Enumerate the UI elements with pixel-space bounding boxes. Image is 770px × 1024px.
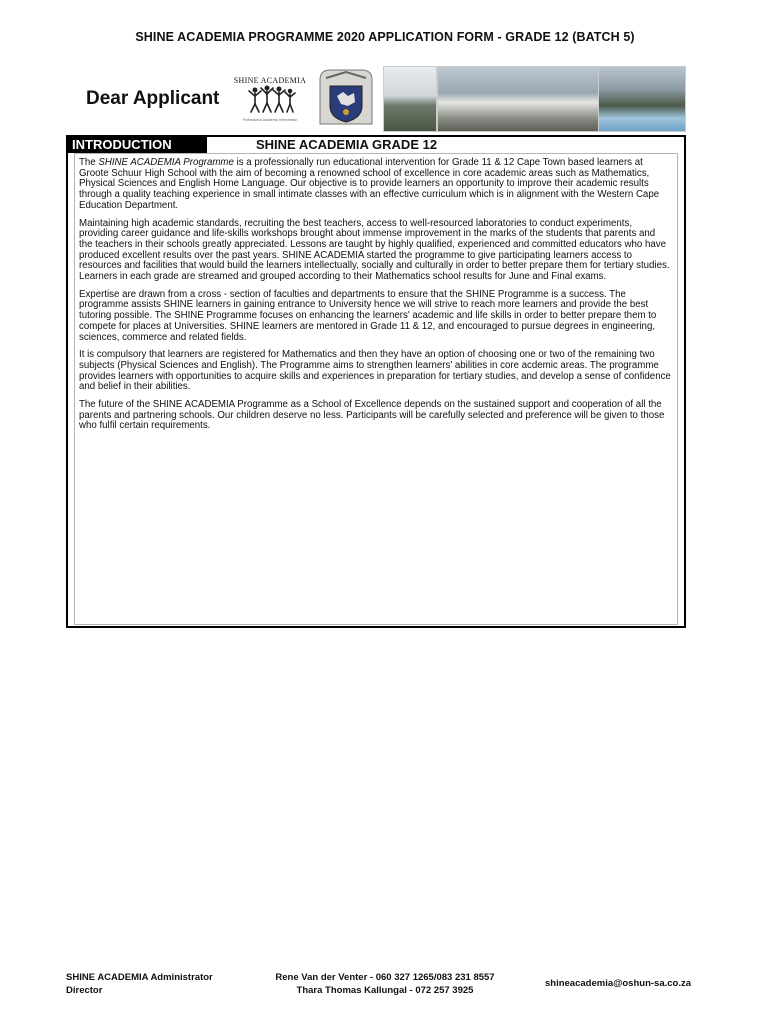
- footer-email: shineacademia@oshun-sa.co.za: [545, 978, 692, 989]
- introduction-text-area: [74, 153, 678, 625]
- greeting: Dear Applicant: [86, 88, 220, 109]
- introduction-tab: INTRODUCTION: [68, 137, 207, 153]
- intro-text: The: [79, 157, 99, 168]
- shine-academia-logo: [231, 72, 309, 126]
- intro-paragraph-2: Maintaining high academic standards, recruiting the best teachers, access to well-resourced laboratories to conduct experiments, providing career guidance and life-skills workshops brought about immense improvement in the marks of the students that parents and the teachers in their schools greatly appreciated. Lessons are taught by highly qualified, experienced and committed educators who have produced excellent results over the past years. SHINE ACADEMIA started the programme to give participating learners access to resources and facilities that would build the learners intellectually, socially and culturally in order to better prepare them for tertiary studies. Learners in each grade are streamed and grouped according to their Mathematics school results for June and Final exams.: [79, 217, 670, 283]
- footer-admin-line2: Director: [66, 985, 103, 996]
- footer-admin: [66, 971, 213, 997]
- page-title: SHINE ACADEMIA PROGRAMME 2020 APPLICATION FORM - GRADE 12 (BATCH 5): [135, 30, 635, 44]
- logo-text: SHINE ACADEMIA: [233, 76, 307, 85]
- school-photo-2: [437, 66, 599, 132]
- intro-text-continued: is a professionally run educational intervention for Grade 11 & 12 Cape Town based learners at Groote Schuur High School with the aim of becoming a renowned school of excellence in core academic areas such as Mathematics, Physical Sciences and English Home Language. Our objective is to provide learners an opportunity to improve their academic results through a quality teaching experience in small intimate classes with an effective curriculum which is in alignment with the Western Cape Education Department.: [79, 157, 660, 211]
- school-photo-3: [598, 66, 686, 132]
- footer-contact-1: Rene Van der Venter - 060 327 1265/083 231 8557: [275, 972, 495, 983]
- footer-contacts: [265, 971, 505, 997]
- intro-paragraph-1: [79, 158, 671, 212]
- footer-admin-line1: SHINE ACADEMIA Administrator: [66, 972, 213, 983]
- section-title: SHINE ACADEMIA GRADE 12: [256, 137, 438, 152]
- introduction-section: [66, 135, 686, 628]
- programme-name: SHINE ACADEMIA Programme: [98, 157, 234, 168]
- intro-paragraph-4: It is compulsory that learners are registered for Mathematics and then they have an option of choosing one or two of the remaining two subjects (Physical Sciences and English). The Programme aims to strengthen learners' abilities in core acdemic areas. The programme provides learners with opportunities to acquire skills and experiences in preparation for tertiary studies, and develop a sense of confidence and belief in their abilities.: [79, 349, 671, 393]
- footer-contact-2: Thara Thomas Kallungal - 072 257 3925: [296, 985, 474, 996]
- school-crest-icon: [310, 66, 382, 130]
- school-photo-1: [383, 66, 437, 132]
- intro-paragraph-5: The future of the SHINE ACADEMIA Programme as a School of Excellence depends on the sustained support and cooperation of all the parents and partnering schools. Our children deserve no less. Participants will be carefully selected and preference will be given to those who fulfil certain requirements.: [79, 399, 665, 432]
- intro-paragraph-3: Expertise are drawn from a cross - section of faculties and departments to ensure that the SHINE Programme is a success. The programme assists SHINE learners in gaining entrance to University hence we will strive to reach more learners and provide the best tutoring possible. The SHINE Programme focuses on enhancing the learners' academic and life skills in order to better prepare them to compete for places at Universities. SHINE learners are mentored in Grade 11 & 12, and encouraged to pursue degrees in engineering, sciences, commerce and related fields.: [79, 288, 657, 343]
- logo-tagline: Professional Academic Intervention: [242, 118, 298, 122]
